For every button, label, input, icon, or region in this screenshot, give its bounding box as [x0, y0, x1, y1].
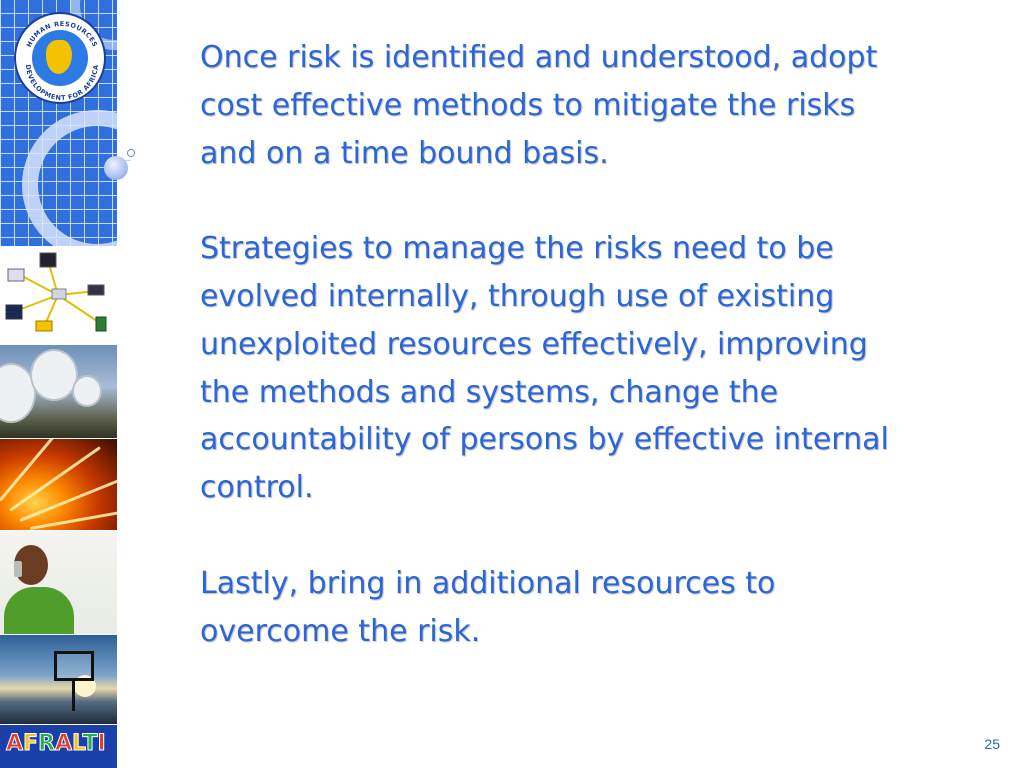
dish-shape — [30, 349, 78, 401]
text-line: control. — [200, 470, 314, 506]
network-lines — [0, 247, 117, 344]
decorative-ring — [22, 110, 117, 246]
logo-text-top: HUMAN RESOURCES — [24, 19, 100, 49]
text-line: Strategies to manage the risks need to be — [200, 231, 834, 267]
blue-grid-panel — [0, 0, 117, 246]
brand-letter: R — [38, 731, 56, 756]
brand-letter: A — [6, 731, 24, 756]
logo-text-bottom: DEVELOPMENT FOR AFRICA — [23, 64, 101, 103]
decorative-sidebar — [0, 0, 117, 768]
tripod-shape — [72, 681, 75, 711]
camera-frame-icon — [54, 651, 94, 681]
paragraph-mitigation — [200, 34, 960, 177]
text-line: accountability of persons by effective internal — [200, 422, 889, 458]
phone-icon — [14, 561, 22, 577]
fiber-streak — [9, 446, 101, 512]
network-diagram-image — [0, 246, 117, 344]
fiber-optics-image — [0, 438, 117, 530]
text-line: overcome the risk. — [200, 613, 481, 649]
svg-text:DEVELOPMENT FOR AFRICA — [24, 64, 100, 102]
text-line: cost effective methods to mitigate the risks — [200, 87, 856, 123]
brand-letter: T — [82, 731, 98, 756]
sunset-camera-image — [0, 634, 117, 724]
text-line: Once risk is identified and understood, adopt — [200, 40, 878, 75]
svg-text:HUMAN RESOURCES — [25, 20, 99, 49]
dish-shape — [72, 375, 102, 407]
logo-ring-lettering — [16, 14, 108, 106]
brand-letter: I — [97, 731, 106, 756]
slide-body — [200, 34, 960, 703]
satellite-dishes-image — [0, 344, 117, 438]
text-line: unexploited resources effectively, improving — [200, 326, 868, 362]
woman-on-phone-image — [0, 530, 117, 634]
brand-text — [6, 731, 106, 756]
afralti-logo — [14, 12, 106, 104]
afralti-wordmark — [0, 724, 117, 768]
text-line: the methods and systems, change the — [200, 374, 779, 410]
brand-letter: A — [55, 731, 73, 756]
paragraph-strategies — [200, 225, 960, 512]
person-body — [4, 587, 74, 634]
page-number: 25 — [984, 736, 1000, 752]
text-line: and on a time bound basis. — [200, 135, 609, 171]
paragraph-additional-resources — [200, 560, 960, 656]
decorative-bubble-large — [104, 156, 128, 180]
brand-letter: F — [23, 731, 39, 756]
text-line: evolved internally, through use of existing — [200, 278, 835, 314]
brand-letter: L — [72, 731, 83, 756]
decorative-bubble-small — [127, 149, 135, 157]
text-line: Lastly, bring in additional resources to — [200, 565, 776, 601]
